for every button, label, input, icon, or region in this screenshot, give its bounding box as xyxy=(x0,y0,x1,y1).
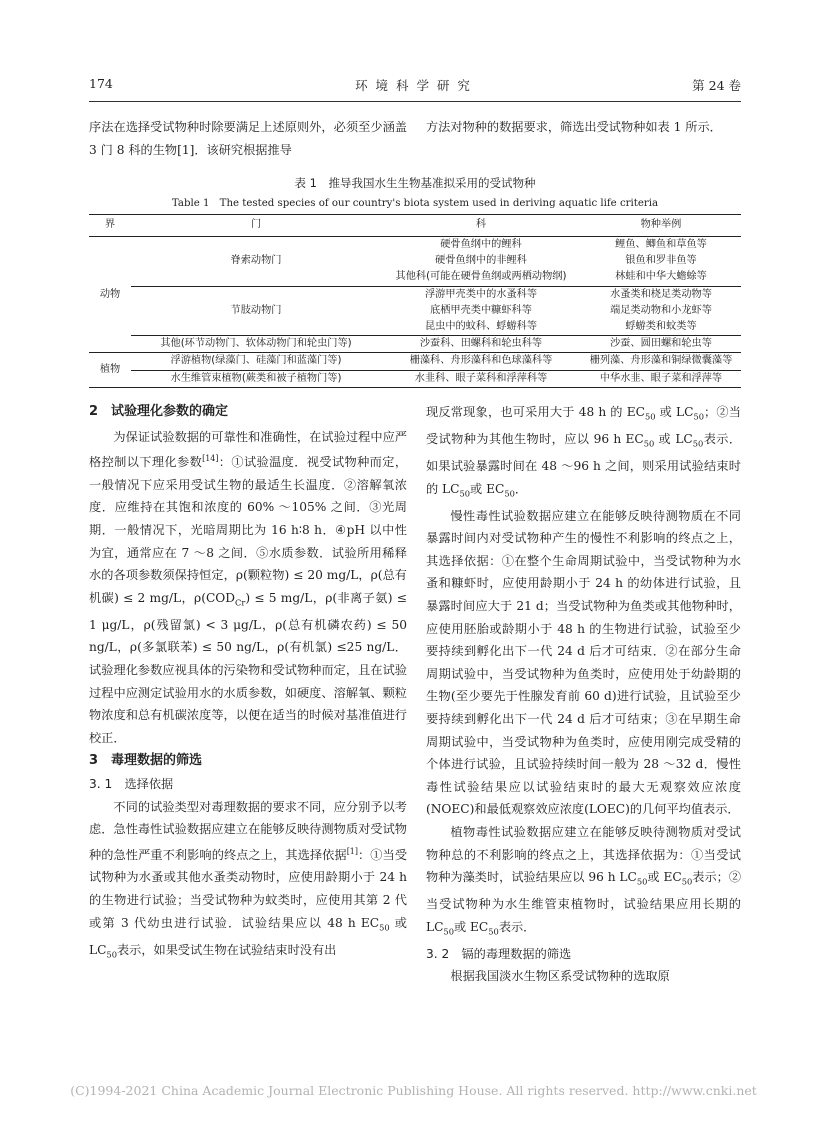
text-run: 或 EC xyxy=(453,919,489,934)
citation: [1] xyxy=(346,846,358,856)
phylum-cell: 水生维管束植物(蕨类和被子植物门等) xyxy=(170,372,342,384)
section-3-title: 3 毒理数据的筛选 xyxy=(89,753,203,769)
example-cell: 水蚤类和桡足类动物等 xyxy=(610,288,712,300)
paragraph: 根据我国淡水生物区系受试物种的选取原 xyxy=(450,969,670,984)
family-cell: 昆虫中的蚊科、蜉蝣科等 xyxy=(381,319,581,336)
section-3-2-title: 3. 2 镉的毒理数据的筛选 xyxy=(426,946,572,961)
example-cell: 蜉蝣类和蚊类等 xyxy=(581,319,741,336)
page-number: 174 xyxy=(89,76,113,91)
paragraph xyxy=(426,821,741,943)
example-cell: 林蛙和中华大蟾蜍等 xyxy=(581,269,741,286)
top-right-text xyxy=(426,116,741,139)
header-rule xyxy=(89,101,741,102)
text-run: 现反常现象，也可采用大于 48 h 的 EC xyxy=(426,405,645,419)
volume-label: 第 24 卷 xyxy=(692,78,741,93)
species-table xyxy=(89,214,741,388)
subscript: 50 xyxy=(643,438,655,449)
text-run: ． xyxy=(514,481,528,496)
subscript: 50 xyxy=(692,438,704,449)
family-cell: 底栖甲壳类中糠虾科等 xyxy=(430,304,532,316)
header-kingdom: 界 xyxy=(104,219,116,231)
text-run: 或 EC xyxy=(647,870,682,885)
subscript: 50 xyxy=(106,949,117,960)
family-cell: 栅藻科、舟形藻科和色球藻科等 xyxy=(409,355,553,367)
section-3-1-title: 3. 1 选择依据 xyxy=(89,777,174,791)
subscript: 50 xyxy=(644,411,656,422)
table-row xyxy=(89,353,741,370)
text-run: 为保证试验数据的可靠性和准确性，在试验过程中应严格控制以下理化参数 xyxy=(89,429,407,470)
family-cell: 硬骨鱼纲中的鲤科 xyxy=(440,239,522,250)
example-cell: 银鱼和罗非鱼等 xyxy=(625,255,697,267)
paragraph xyxy=(426,401,741,505)
subscript: 50 xyxy=(379,922,390,933)
paragraph xyxy=(89,796,407,966)
kingdom-animal: 动物 xyxy=(89,237,131,353)
text-run: 或 LC xyxy=(89,915,407,957)
subscript: 50 xyxy=(504,488,515,499)
top-left-text xyxy=(89,116,407,161)
subscript: 50 xyxy=(681,876,693,887)
example-cell: 中华水韭、眼子菜和浮萍等 xyxy=(599,372,723,384)
text-run: ：①试验温度．视受试物种而定，一般情况下应采用受试生物的最适生长温度．②溶解氧浓度．应维持在其饱和浓度的 60% ～105% 之间．③光周期．一般情况下，光暗周期比为 16 h∶8 h．④pH 以中性为宜，通常应在 7 ～8 之间．⑤水质参数．试验所用稀释水的各项参数须保持恒定，ρ(颗粒物) ≤ 20 mg/L，ρ(总有机碳) ≤ 2 mg/L，ρ(COD xyxy=(89,455,408,605)
table-row xyxy=(89,286,741,303)
text-run: 表示． xyxy=(498,919,536,934)
table-caption-en: Table 1 The tested species of our country's biota system used in deriving aquatic life criteria xyxy=(171,198,659,209)
table-row xyxy=(89,237,741,254)
text-run: 表示，如果受试生物在试验结束时没有出 xyxy=(116,942,337,957)
subscript: 50 xyxy=(636,876,648,887)
journal-title: 环 境 科 学 研 究 xyxy=(355,78,472,93)
phylum-cell: 其他(环节动物门、软体动物门和轮虫门等) xyxy=(160,338,352,350)
example-cell: 沙蚕、圆田螺和轮虫等 xyxy=(610,338,712,350)
right-column xyxy=(426,401,741,988)
kingdom-plant: 植物 xyxy=(89,353,131,387)
subscript: 50 xyxy=(459,488,471,499)
family-cell: 浮游甲壳类中的水蚤科等 xyxy=(424,288,538,300)
text-run: ；②当受试物种为其他生物时，应以 96 h EC xyxy=(426,405,741,447)
example-cell: 端足类动物和小龙虾等 xyxy=(610,304,712,316)
text-run: 或 LC xyxy=(654,432,693,447)
table-row xyxy=(89,370,741,387)
family-cell: 其他科(可能在硬骨鱼纲或两栖动物纲) xyxy=(381,269,581,286)
family-cell: 沙蚕科、田螺科和轮虫科等 xyxy=(419,338,543,350)
section-2-title: 2 试验理化参数的确定 xyxy=(89,404,229,419)
subscript: Cr xyxy=(235,597,246,608)
phylum-cell: 浮游植物(绿藻门、硅藻门和蓝藻门等) xyxy=(170,355,342,367)
text-run: 表示．如果试验暴露时间在 48 ～96 h 之间，则采用试验结束时的 LC xyxy=(426,432,742,496)
header-family: 科 xyxy=(475,219,487,231)
text-run: ：①当受试物种为水蚤或其他水蚤类动物时，应使用龄期小于 24 h 的生物进行试验；当受试物种为蚊类时，应使用其第 2 代或第 3 代幼虫进行试验．试验结果应以 48 h EC xyxy=(89,847,408,930)
phylum-vertebrate: 脊索动物门 xyxy=(230,255,282,267)
top-right-paragraph: 方法对物种的数据要求，筛选出受试物种如表 1 所示． xyxy=(426,120,722,134)
text-run: 不同的试验类型对毒理数据的要求不同，应分别予以考虑．急性毒性试验数据应建立在能够反映待测物质对受试物种的急性严重不利影响的终点之上，其选择依据 xyxy=(89,799,407,862)
text-run: 植物毒性试验数据应建立在能够反映待测物质对受试物种总的不利影响的终点之上，其选择依据为：①当受试物种为藻类时，试验结果应以 96 h LC xyxy=(426,825,741,885)
subscript: 50 xyxy=(693,411,705,422)
example-cell: 栅列藻、舟形藻和铜绿微囊藻等 xyxy=(589,355,733,367)
table-caption-cn: 表 1 推导我国水生生物基准拟采用的受试物种 xyxy=(294,176,536,190)
left-column xyxy=(89,401,407,966)
family-cell: 水韭科、眼子菜科和浮萍科等 xyxy=(414,372,548,384)
copyright-footer: (C)1994-2021 China Academic Journal Electronic Publishing House. All rights reserved. http://www.cnki.net xyxy=(70,1083,757,1098)
text-run: 或 LC xyxy=(655,405,694,419)
text-run: ) ≤ 5 mg/L，ρ(非离子氨) ≤ 1 μg/L，ρ(残留氯) < 3 μg/L，ρ(总有机磷农药) ≤ 50 ng/L，ρ(多氯联苯) ≤ 50 ng/L，ρ(有机氯) ≤25 ng/L．试验理化参数应视具体的污染物和受试物种而定，且在试验过程中应测定试验用水的水质参数，如硬度、溶解氧、颗粒物浓度和总有机碳浓度等，以便在适当的时候对基准值进行校正． xyxy=(89,590,407,745)
paragraph: 慢性毒性试验数据应建立在能够反映待测物质在不同暴露时间内对受试物种产生的慢性不利影响的终点之上，其选择依据：①在整个生命周期试验中，当受试物种为水蚤和糠虾时，应使用龄期小于 24 h 的幼体进行试验，且暴露时间应大于 21 d；当受试物种为鱼类或其他物种时，应使用胚胎或龄期小于 48 h 的生物进行试验，试验至少要持续到孵化出下一代 24 d 后才可结束．②在部分生命周期试验中，当受试物种为鱼类时，应使用处于幼龄期的生物(至少要先于性腺发育前 60 d)进行试验，且试验至少要持续到孵化出下一代 24 d 后才可结束；③在早期生命周期试验中，当受试物种为鱼类时，应使用刚完成受精的个体进行试验，且试验持续时间一般为 28 ～32 d．慢性毒性试验结果应以试验结束时的最大无观察效应浓度(NOEC)和最低观察效应浓度(LOEC)的几何平均值表示． xyxy=(426,508,741,817)
family-cell: 硬骨鱼纲中的非鲤科 xyxy=(435,255,527,267)
paragraph xyxy=(89,426,407,750)
header-phylum: 门 xyxy=(250,219,262,231)
citation: [14] xyxy=(202,454,219,464)
header-example: 物种举例 xyxy=(640,219,682,231)
table-row xyxy=(89,336,741,353)
text-run: 或 EC xyxy=(470,481,505,496)
subscript: 50 xyxy=(443,926,454,937)
top-left-paragraph: 序法在选择受试物种时除要满足上述原则外，必须至少涵盖 3 门 8 科的生物[1]．该研究根据推导 xyxy=(89,120,407,157)
phylum-arthropod: 节肢动物门 xyxy=(131,286,381,336)
table-header-row xyxy=(89,215,741,237)
text-run: 表示；②当受试物种为水生维管束植物时，试验结果应用长期的 LC xyxy=(426,870,742,934)
subscript: 50 xyxy=(488,926,499,937)
example-cell: 鲤鱼、鲫鱼和草鱼等 xyxy=(615,239,707,250)
